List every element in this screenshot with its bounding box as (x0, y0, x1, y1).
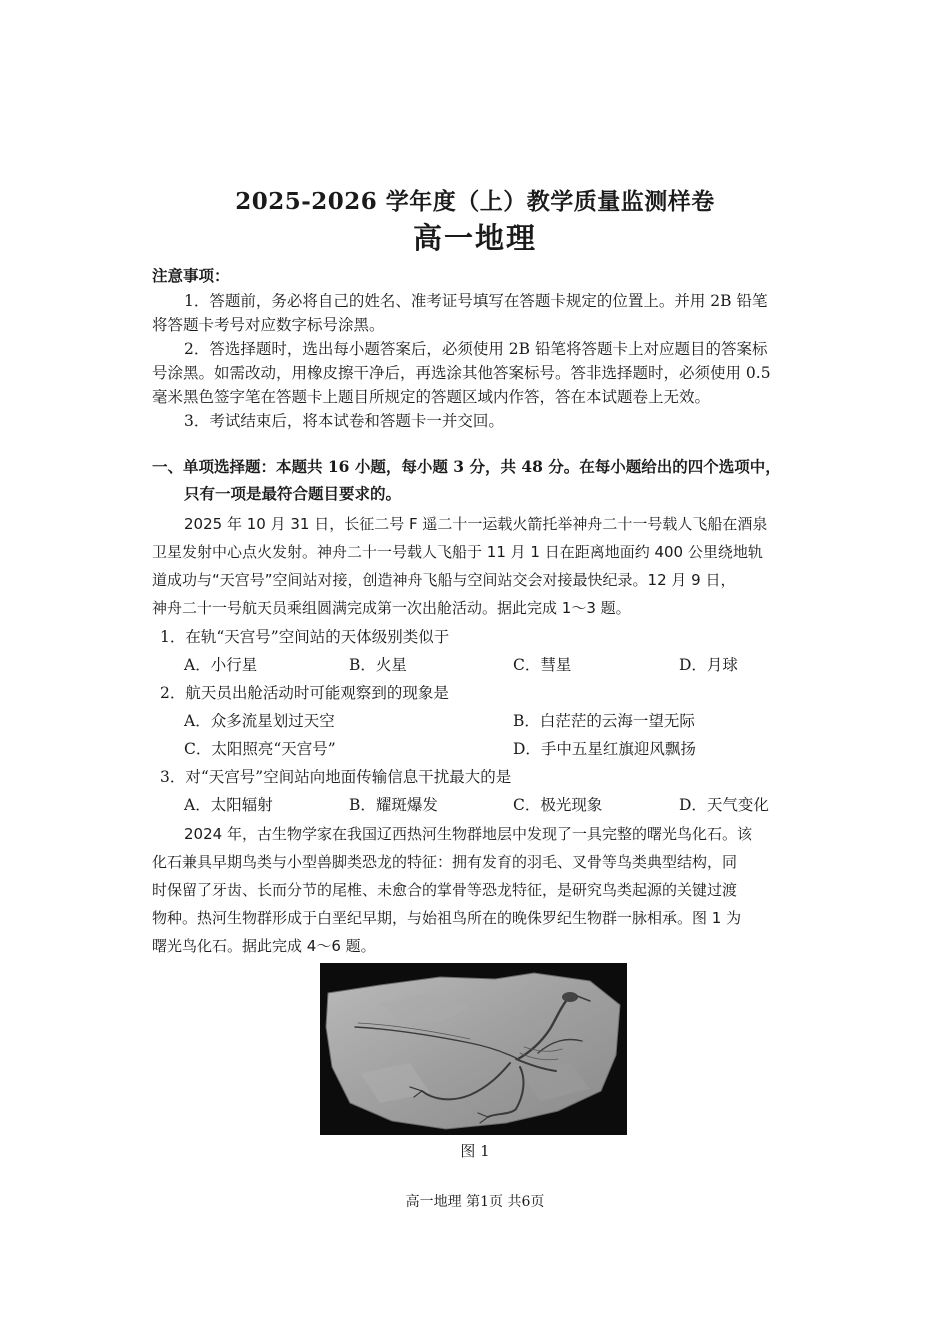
question-1-option-b: B．火星 (349, 656, 407, 674)
section-heading-cont: 只有一项是最符合题目要求的。 (184, 484, 402, 503)
fossil-figure-image (320, 963, 627, 1135)
notice-line: 3．考试结束后，将本试卷和答题卡一并交回。 (184, 412, 504, 430)
passage-line: 2025 年 10 月 31 日，长征二号 F 遥二十一运载火箭托举神舟二十一号载人飞船在酒泉 (184, 515, 768, 533)
exam-subject: 高一地理 (412, 221, 537, 255)
passage-line: 2024 年，古生物学家在我国辽西热河生物群地层中发现了一具完整的曙光鸟化石。该 (184, 825, 752, 843)
passage-line: 物种。热河生物群形成于白垩纪早期，与始祖鸟所在的晚侏罗纪生物群一脉相承。图 1 为 (152, 909, 742, 927)
question-1-option-d: D．月球 (679, 656, 738, 674)
question-3-stem: 3．对“天宫号”空间站向地面传输信息干扰最大的是 (160, 768, 512, 786)
notice-line: 毫米黑色签字笔在答题卡上题目所规定的答题区域内作答，答在本试题卷上无效。 (152, 388, 711, 406)
notice-line: 2．答选择题时，选出每小题答案后，必须使用 2B 铅笔将答题卡上对应题目的答案标 (184, 340, 768, 358)
question-3-option-d: D．天气变化 (679, 796, 769, 814)
passage-line: 曙光鸟化石。据此完成 4～6 题。 (152, 937, 376, 955)
notice-line: 1．答题前，务必将自己的姓名、准考证号填写在答题卡规定的位置上。并用 2B 铅笔 (184, 292, 768, 310)
notice-heading: 注意事项： (152, 266, 230, 285)
passage-line: 道成功与“天宫号”空间站对接，创造神舟飞船与空间站交会对接最快纪录。12 月 9 日， (152, 571, 736, 589)
question-1-option-a: A．小行星 (184, 656, 258, 674)
figure-caption: 图 1 (460, 1142, 490, 1160)
passage-line: 化石兼具早期鸟类与小型兽脚类恐龙的特征：拥有发育的羽毛、叉骨等鸟类典型结构，同 (152, 853, 738, 871)
question-3-option-a: A．太阳辐射 (184, 796, 273, 814)
exam-title: 2025-2026 学年度（上）教学质量监测样卷 (235, 188, 715, 215)
passage-line: 时保留了牙齿、长而分节的尾椎、未愈合的掌骨等恐龙特征，是研究鸟类起源的关键过渡 (152, 881, 738, 899)
passage-line: 卫星发射中心点火发射。神舟二十一号载人飞船于 11 月 1 日在距离地面约 400 公里绕地轨 (152, 543, 763, 561)
question-2-option-a: A．众多流星划过天空 (184, 712, 335, 730)
section-heading: 一、单项选择题：本题共 16 小题，每小题 3 分，共 48 分。在每小题给出的四个选项中， (152, 457, 781, 476)
page-footer: 高一地理 第1页 共6页 (405, 1194, 545, 1210)
question-2-option-c: C．太阳照亮“天宫号” (184, 740, 336, 758)
question-2-option-d: D．手中五星红旗迎风飘扬 (513, 740, 696, 758)
question-2-stem: 2．航天员出舱活动时可能观察到的现象是 (160, 684, 449, 702)
question-1-stem: 1．在轨“天宫号”空间站的天体级别类似于 (160, 628, 450, 646)
passage-line: 神舟二十一号航天员乘组圆满完成第一次出舱活动。据此完成 1～3 题。 (152, 599, 631, 617)
question-1-option-c: C．彗星 (513, 656, 572, 674)
question-3-option-b: B．耀斑爆发 (349, 796, 438, 814)
question-2-option-b: B．白茫茫的云海一望无际 (513, 712, 695, 730)
notice-line: 将答题卡考号对应数字标号涂黑。 (152, 316, 385, 334)
notice-line: 号涂黑。如需改动，用橡皮擦干净后，再选涂其他答案标号。答非选择题时，必须使用 0.5 (152, 364, 771, 382)
question-3-option-c: C．极光现象 (513, 796, 603, 814)
